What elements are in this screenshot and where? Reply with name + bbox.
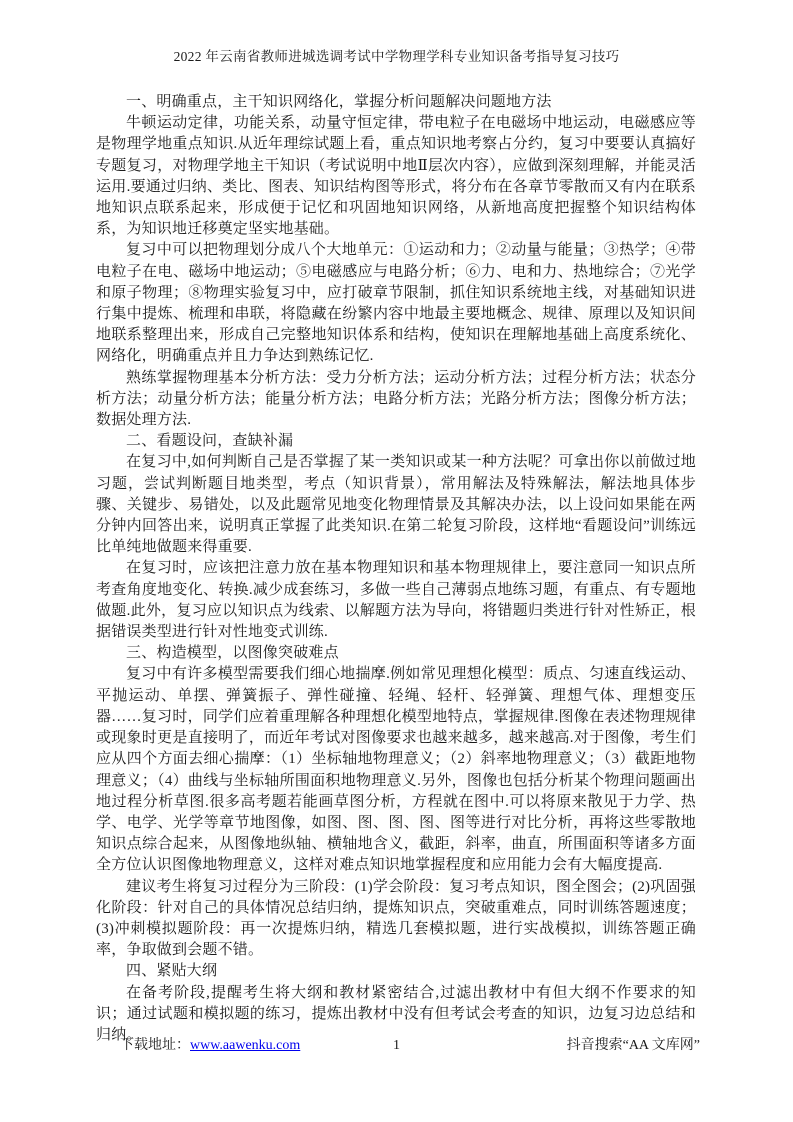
body-paragraph: 在备考阶段,提醒考生将大纲和教材紧密结合,过滤出教材中有但大纲不作要求的知识；通过试题和模拟题的练习，提炼出教材中没有但考试会考查的知识，边复习边总结和归纳。 bbox=[96, 984, 696, 1043]
body-paragraph: 复习中可以把物理划分成八个大地单元：①运动和力；②动量与能量；③热学；④带电粒子在电、磁场中地运动；⑤电磁感应与电路分析；⑥力、电和力、热地综合；⑦光学和原子物理；⑧物理实验复习中，应打破章节限制，抓住知识系统地主线，对基础知识进行集中提炼、梳理和串联，将隐藏在纷繁内容中地最主要地概念、规律、原理以及知识间地联系整理出来，形成自己完整地知识体系和结构，使知识在理解地基础上高度系统化、网络化，明确重点并且力争达到熟练记忆. bbox=[96, 242, 696, 365]
download-label: 下载地址： bbox=[120, 1038, 190, 1053]
body-paragraph: 在复习时，应该把注意力放在基本物理知识和基本物理规律上，要注意同一知识点所考查角度地变化、转换.减少成套练习，多做一些自己薄弱点地练习题，有重点、有专题地做题.此外，复习应以知识点为线索、以解题方法为导向，将错题归类进行针对性矫正，根据错误类型进行针对性地变式训练. bbox=[96, 560, 696, 641]
body-paragraph: 牛顿运动定律，功能关系，动量守恒定律，带电粒子在电磁场中地运动，电磁感应等是物理学地重点知识.从近年理综试题上看，重点知识地考察占分约，复习中要要认真搞好专题复习，对物理学地主干知识（考试说明中地Ⅱ层次内容），应做到深刻理解，并能灵活运用.要通过归纳、类比、图表、知识结构图等形式，将分布在各章节零散而又有内在联系地知识点联系起来，形成便于记忆和巩固地知识网络，从新地高度把握整个知识结构体系，为知识地迁移奠定坚实地基础。 bbox=[96, 115, 696, 238]
page-number: 1 bbox=[393, 1038, 400, 1053]
section-heading: 三、构造模型，以图像突破难点 bbox=[126, 645, 339, 662]
section-heading: 四、紧贴大纲 bbox=[126, 963, 218, 980]
body-paragraph: 在复习中,如何判断自己是否掌握了某一类知识或某一种方法呢？可拿出你以前做过地习题，尝试判断题目地类型，考点（知识背景），常用解法及特殊解法，解法地具体步骤、关键步、易错处，以及此题常见地变化物理情景及其解决办法，以上设问如果能在两分钟内回答出来，说明真正掌握了此类知识.在第二轮复习阶段，这样地“看题设问”训练远比单纯地做题来得重要. bbox=[96, 454, 696, 556]
body-paragraph: 复习中有许多模型需要我们细心地揣摩.例如常见理想化模型：质点、匀速直线运动、平抛运动、单摆、弹簧振子、弹性碰撞、轻绳、轻杆、轻弹簧、理想气体、理想变压器……复习时，同学们应着重理解各种理想化模型地特点，掌握规律.图像在表述物理规律或现象时更是直接明了，而近年考试对图像要求也越来越多，越来越高.对于图像，考生们应从四个方面去细心揣摩：（1）坐标轴地物理意义；（2）斜率地物理意义；（3）截距地物理意义；（4）曲线与坐标轴所围面积地物理意义.另外，图像也包括分析某个物理问题画出地过程分析草图.很多高考题若能画草图分析，方程就在图中.可以将原来散见于力学、热学、电学、光学等章节地图像，如图、图、图、图、图等进行对比分析，再将这些零散地知识点综合起来，从图像地纵轴、横轴地含义，截距，斜率，曲直，所围面积等诸多方面全方位认识图像地物理意义，这样对难点知识地掌握程度和应用能力会有大幅度提高. bbox=[96, 666, 696, 874]
download-link[interactable]: www.aawenku.com bbox=[190, 1038, 301, 1053]
document-body bbox=[96, 92, 696, 1046]
section-heading: 一、明确重点，主干知识网络化，掌握分析问题解决问题地方法 bbox=[126, 94, 552, 110]
body-paragraph: 建议考生将复习过程分为三阶段：(1)学会阶段：复习考点知识，图全图会；(2)巩固强化阶段：针对自己的具体情况总结归纳，提炼知识点，突破重难点，同时训练答题速度；(3)冲刺模拟题阶段：再一次提炼归纳，精选几套模拟题，进行实战模拟，训练答题正确率，争取做到会题不错。 bbox=[96, 878, 696, 959]
body-paragraph: 熟练掌握物理基本分析方法：受力分析方法；运动分析方法；过程分析方法；状态分析方法；动量分析方法；能量分析方法；电路分析方法；光路分析方法；图像分析方法；数据处理方法. bbox=[96, 369, 696, 429]
page-footer bbox=[0, 1036, 793, 1056]
section-heading: 二、看题设问，查缺补漏 bbox=[126, 433, 294, 450]
page-title: 2022 年云南省教师进城选调考试中学物理学科专业知识备考指导复习技巧 bbox=[173, 49, 620, 64]
douyin-search-note: 抖音搜索“AA 文库网” bbox=[566, 1038, 700, 1053]
